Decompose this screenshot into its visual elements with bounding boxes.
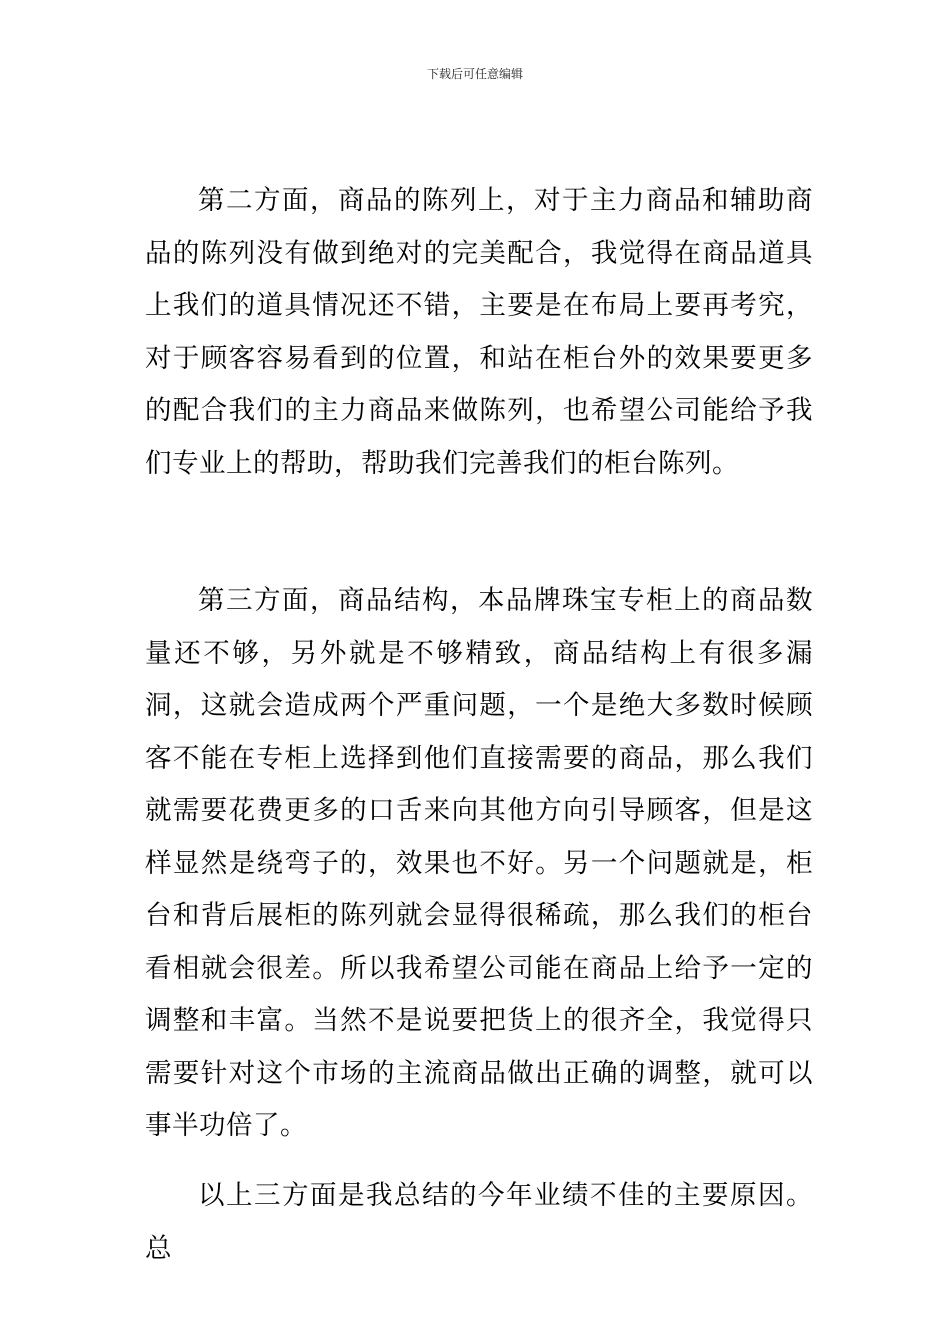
page-header-note: 下载后可任意编辑 bbox=[426, 67, 523, 81]
paragraph-display: 第二方面，商品的陈列上，对于主力商品和辅助商品的陈列没有做到绝对的完美配合，我觉得在商品道具上我们的道具情况还不错，主要是在布局上要再考究，对于顾客容易看到的位置，和站在柜台外的效果要更多的配合我们的主力商品来做陈列，也希望公司能给予我们专业上的帮助，帮助我们完善我们的柜台陈列。 bbox=[145, 185, 813, 479]
paragraph-summary: 以上三方面是我总结的今年业绩不佳的主要原因。总 bbox=[145, 1180, 813, 1264]
paragraph-product-structure: 第三方面，商品结构，本品牌珠宝专柜上的商品数量还不够，另外就是不够精致，商品结构上有很多漏洞，这就会造成两个严重问题，一个是绝大多数时候顾客不能在专柜上选择到他们直接需要的商品，那么我们就需要花费更多的口舌来向其他方向引导顾客，但是这样显然是绕弯子的，效果也不好。另一个问题就是，柜台和背后展柜的陈列就会显得很稀疏，那么我们的柜台看相就会很差。所以我希望公司能在商品上给予一定的调整和丰富。当然不是说要把货上的很齐全，我觉得只需要针对这个市场的主流商品做出正确的调整，就可以事半功倍了。 bbox=[145, 585, 813, 1141]
